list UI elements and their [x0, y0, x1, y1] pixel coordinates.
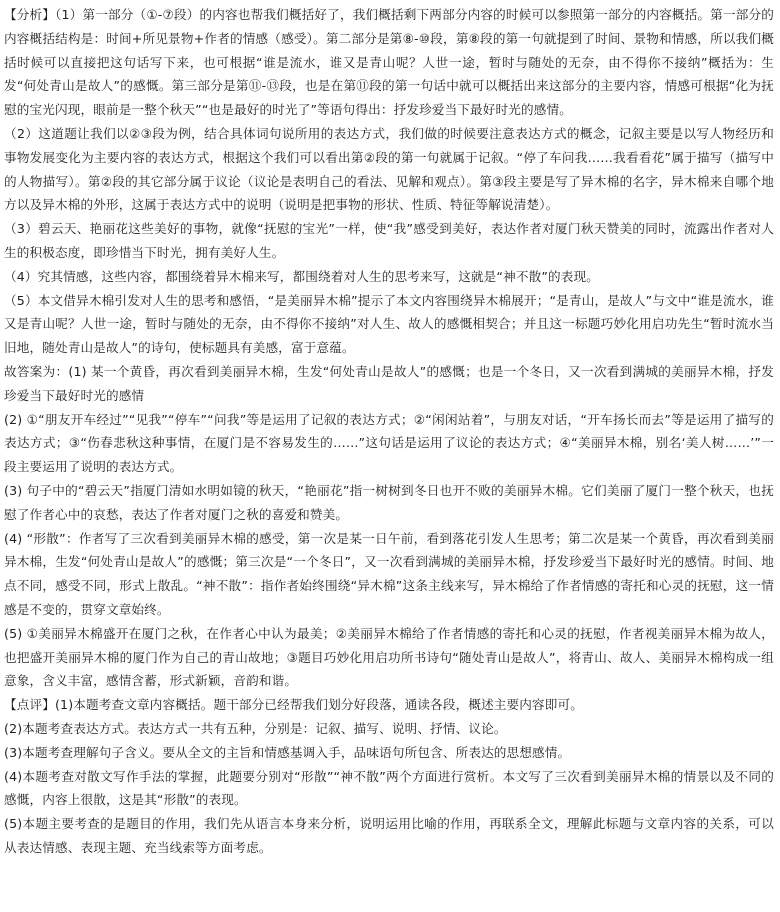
- comment-part-4: (4)本题考查对散文写作手法的掌握，此题要分别对“形散”“神不散”两个方面进行赏析。本文写了三次看到美丽异木棉的情景以及不同的感慨，内容上很散，这是其“形散”的表现。: [4, 768, 774, 808]
- comment-part-3: (3)本题考查理解句子含义。要从全文的主旨和情感基调入手，品味语句所包含、所表达的思想感情。: [4, 744, 571, 760]
- answer-part-1: 故答案为：(1) 某一个黄昏，再次看到美丽异木棉，生发“何处青山是故人”的感慨；也是一个冬日，又一次看到满城的美丽异木棉，抒发珍爱当下最好时光的感情: [4, 363, 774, 403]
- answer-part-3: (3) 句子中的“碧云天”指厦门清如水明如镜的秋天，“艳丽花”指一树树到冬日也开不败的美丽异木棉。它们美丽了厦门一整个秋天，也抚慰了作者心中的哀愁，表达了作者对厦门之秋的喜爱和赞美。: [4, 482, 774, 522]
- answer-part-5: (5) ①美丽异木棉盛开在厦门之秋，在作者心中认为最美；②美丽异木棉给了作者情感的寄托和心灵的抚慰，作者视美丽异木棉为故人，也把盛开美丽异木棉的厦门作为自己的青山故地；③题目巧妙化用启功所书诗句“随处青山是故人”，将青山、故人、美丽异木棉构成一组意象，含义丰富，感情含蓄，形式新颖，音韵和谐。: [4, 625, 774, 689]
- analysis-part-4: （4）究其情感，这些内容，都围绕着异木棉来写，都围绕着对人生的思考来写，这就是“神不散”的表现。: [4, 268, 599, 284]
- answer-part-2: (2) ①“朋友开车经过”“见我”“停车”“问我”等是运用了记叙的表达方式；②“闲闲站着”，与朋友对话，“开车扬长而去”等是运用了描写的表达方式；③“伤春悲秋这种事情，在厦门是不容易发生的……”这句话是运用了议论的表达方式；④“美丽异木棉，别名‘美人树……’”一段主要运用了说明的表达方式。: [4, 411, 774, 475]
- analysis-part-1: 【分析】（1）第一部分（①-⑦段）的内容也帮我们概括好了，我们概括剩下两部分内容的时候可以参照第一部分的内容概括。第一部分的内容概括结构是：时间+所见景物+作者的情感（感受）。第二部分是第⑧-⑩段，第⑧段的第一句就提到了时间、景物和情感，所以我们概括时候可以直接把这句话写下来，也可根据“谁是流水，谁又是青山呢？人世一途，暂时与随处的无奈，由不得你不接纳”概括为：生发“何处青山是故人”的感慨。第三部分是第⑪-⑬段，也是在第⑪段的第一句话中就可以概括出来这部分的主要内容，情感可根据“化为抚慰的宝光闪现，眼前是一整个秋天”“也是最好的时光了”等语句得出：抒发珍爱当下最好时光的感情。: [4, 7, 774, 118]
- answer-part-4: (4) “形散”：作者写了三次看到美丽异木棉的感受，第一次是某一日午前，看到落花引发人生思考；第二次是某一个黄昏，再次看到美丽异木棉，生发“何处青山是故人”的感慨；第三次是“一个冬日”，又一次看到满城的美丽异木棉，抒发珍爱当下最好时光的感情。时间、地点不同，感受不同，形式上散乱。“神不散”：指作者始终围绕“异木棉”这条主线来写，异木棉给了作者情感的寄托和心灵的抚慰，这一情感是不变的，贯穿文章始终。: [4, 530, 774, 617]
- comment-part-1: 【点评】(1)本题考查文章内容概括。题干部分已经帮我们划分好段落，通读各段，概述主要内容即可。: [4, 697, 584, 713]
- analysis-part-5: （5）本文借异木棉引发对人生的思考和感悟，“是美丽异木棉”提示了本文内容围绕异木棉展开；“是青山，是故人”与文中“谁是流水，谁又是青山呢？人世一途，暂时与随处的无奈，由不得你不接纳”对人生、故人的感慨相契合；并且这一标题巧妙化用启功先生“暂时流水当旧地，随处青山是故人”的诗句，使标题具有美感，富于意蕴。: [4, 292, 774, 356]
- analysis-part-3: （3）碧云天、艳丽花这些美好的事物，就像“抚慰的宝光”一样，使“我”感受到美好，表达作者对厦门秋天赞美的同时，流露出作者对人生的积极态度，即珍惜当下时光，拥有美好人生。: [4, 221, 774, 260]
- comment-part-2: (2)本题考查表达方式。表达方式一共有五种，分别是：记叙、描写、说明、抒情、议论。: [4, 720, 507, 736]
- comment-part-5: (5)本题主要考查的是题目的作用，我们先从语言本身来分析，说明运用比喻的作用，再联系全文，理解此标题与文章内容的关系，可以从表达情感、表现主题、充当线索等方面考虑。: [4, 816, 774, 855]
- analysis-part-2: （2）这道题让我们以②③段为例，结合具体词句说所用的表达方式，我们做的时候要注意表达方式的概念，记叙主要是以写人物经历和事物发展变化为主要内容的表达方式，根据这个我们可以看出第②段的第一句就属于记叙。“停了车问我……我看看花”属于描写（描写中的人物描写）。第②段的其它部分属于议论（议论是表明自己的看法、见解和观点）。第③段主要是写了异木棉的名字，异木棉来自哪个地方以及异木棉的外形，这属于表达方式中的说明（说明是把事物的形状、性质、特征等解说清楚）。: [4, 125, 774, 213]
